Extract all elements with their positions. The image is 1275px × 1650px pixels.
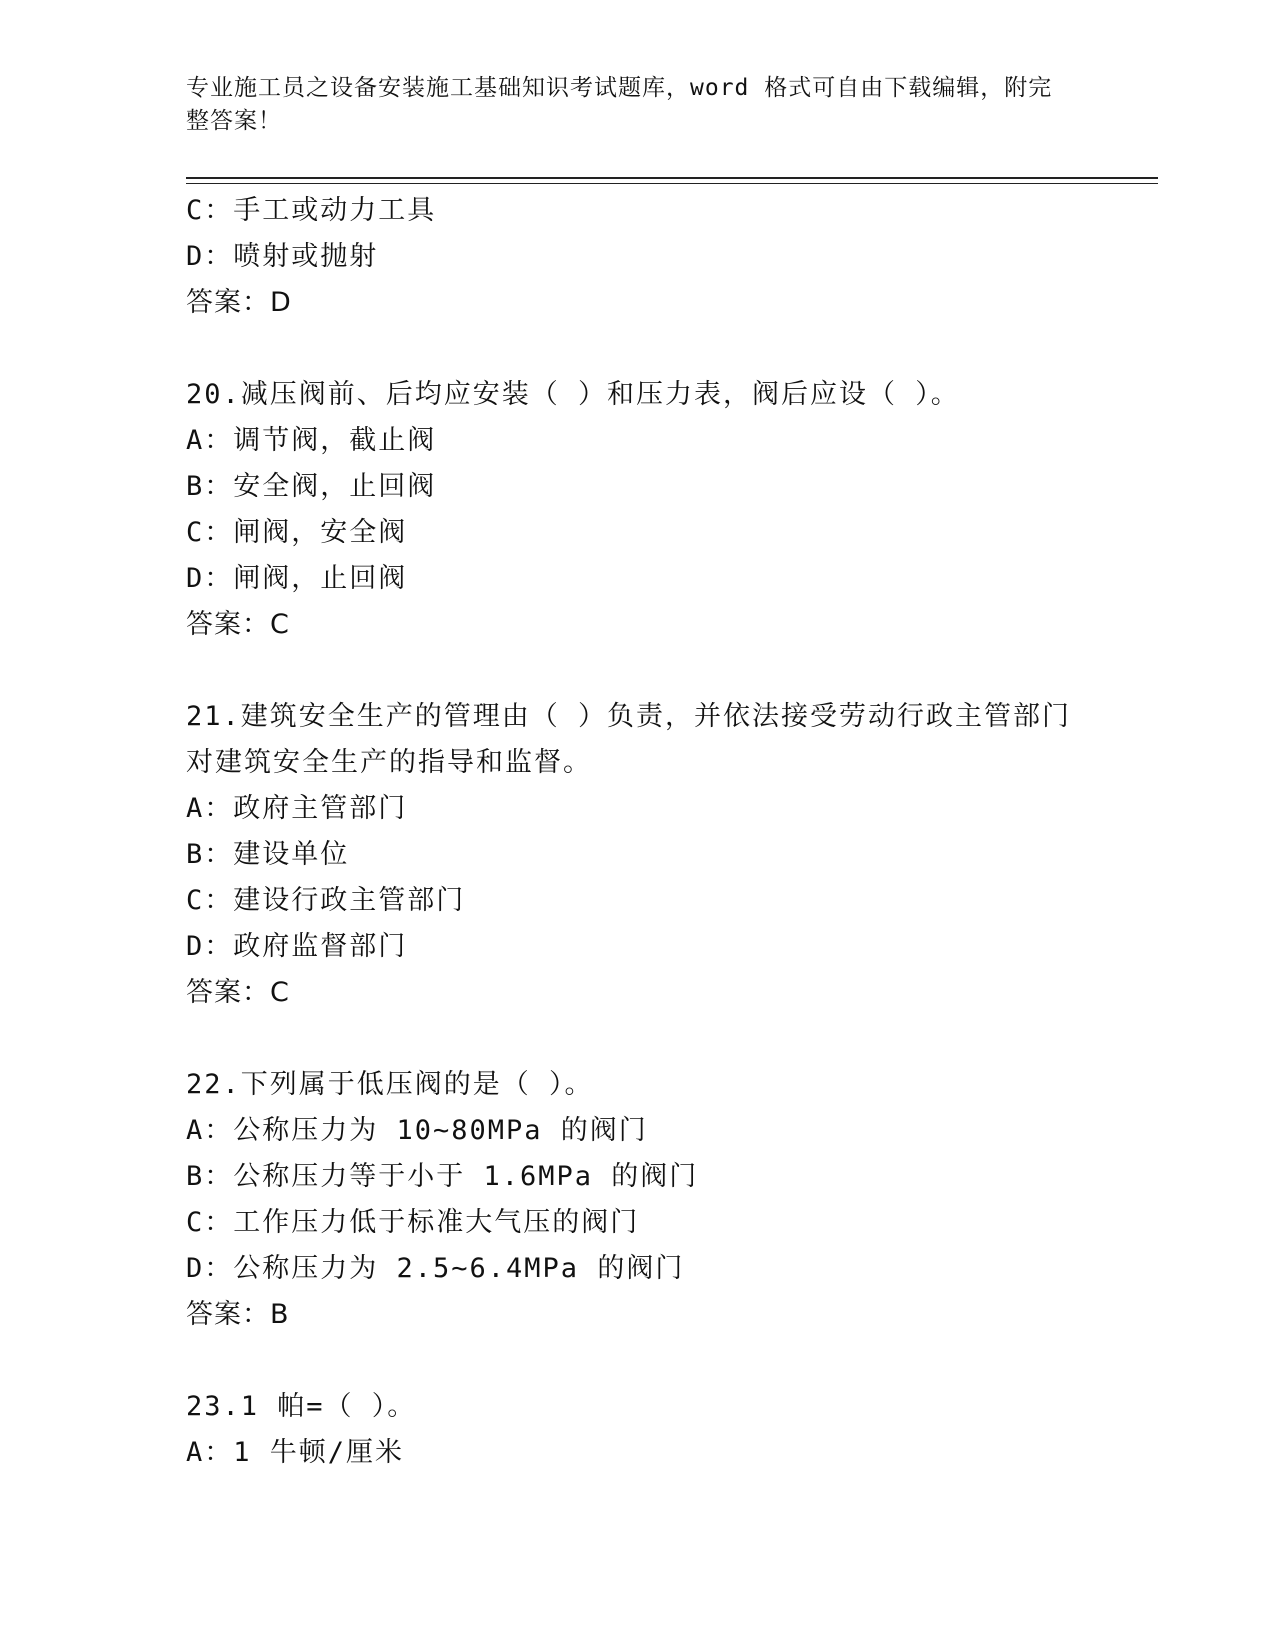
question-stem: 22.下列属于低压阀的是（ ）。 (186, 1069, 594, 1100)
document-header (186, 72, 1066, 138)
option-a: A：政府主管部门 (186, 793, 408, 824)
option-d: D：闸阀，止回阀 (186, 563, 408, 594)
header-divider-thick (186, 177, 1158, 179)
question-22 (186, 1062, 1086, 1338)
header-line-1: 专业施工员之设备安装施工基础知识考试题库，word 格式可自由下载编辑，附完 (186, 75, 1053, 101)
answer: 答案：C (186, 977, 290, 1008)
spacer (186, 648, 1086, 694)
spacer (186, 1016, 1086, 1062)
option-d: D：公称压力为 2.5~6.4MPa 的阀门 (186, 1253, 685, 1284)
answer: 答案：B (186, 1299, 290, 1330)
option-b: B：公称压力等于小于 1.6MPa 的阀门 (186, 1161, 699, 1192)
option-b: B：建设单位 (186, 839, 350, 870)
spacer (186, 1338, 1086, 1384)
answer: 答案：C (186, 609, 290, 640)
question-23 (186, 1384, 1086, 1476)
question-stem: 23.1 帕=（ ）。 (186, 1391, 417, 1422)
option-a: A：调节阀，截止阀 (186, 425, 437, 456)
question-21 (186, 694, 1086, 1016)
option-d: D：政府监督部门 (186, 931, 408, 962)
question-stem: 21.建筑安全生产的管理由（ ）负责，并依法接受劳动行政主管部门 (186, 701, 1072, 732)
option-a: A：1 牛顿/厘米 (186, 1437, 405, 1468)
prev-option-d: D：喷射或抛射 (186, 241, 379, 272)
option-c: C：工作压力低于标准大气压的阀门 (186, 1207, 640, 1238)
question-stem: 20.减压阀前、后均应安装（ ）和压力表，阀后应设（ ）。 (186, 379, 960, 410)
question-20 (186, 372, 1086, 648)
option-c: C：闸阀，安全阀 (186, 517, 408, 548)
spacer (186, 326, 1086, 372)
option-a: A：公称压力为 10~80MPa 的阀门 (186, 1115, 648, 1146)
option-c: C：建设行政主管部门 (186, 885, 466, 916)
option-b: B：安全阀，止回阀 (186, 471, 437, 502)
header-divider-thin (186, 183, 1158, 184)
header-line-2: 整答案！ (186, 108, 282, 134)
prev-option-c: C：手工或动力工具 (186, 195, 437, 226)
question-stem-continued: 对建筑安全生产的指导和监督。 (186, 747, 592, 778)
prev-answer: 答案：D (186, 287, 292, 318)
question-content (186, 188, 1086, 1476)
